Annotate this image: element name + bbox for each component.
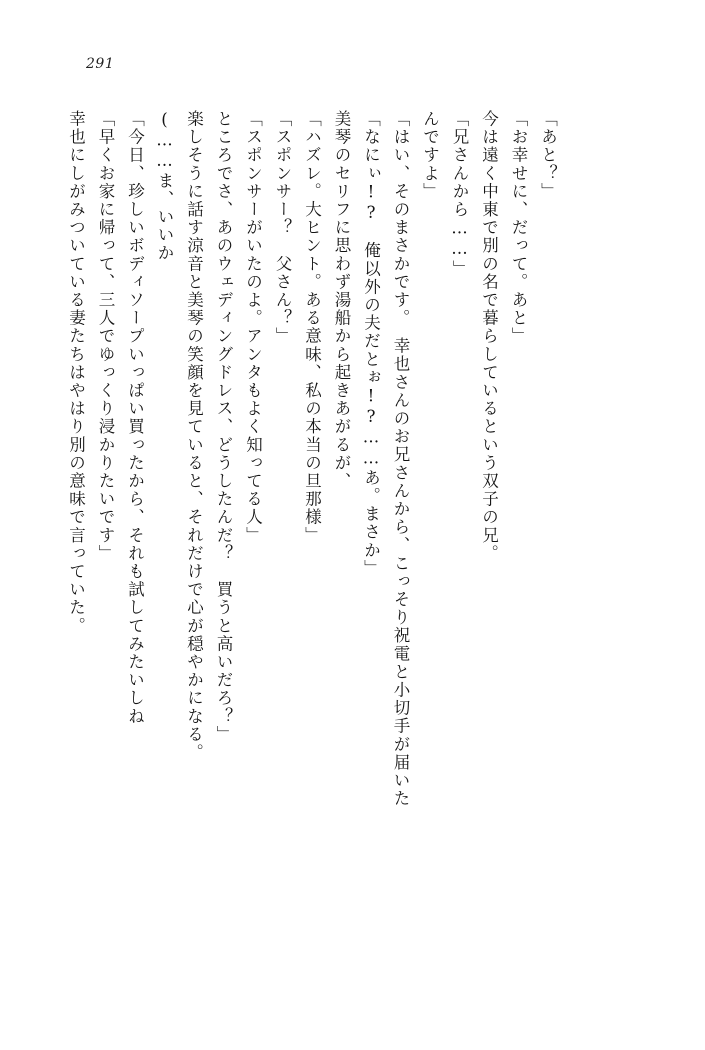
text-line: んですよ」 bbox=[420, 110, 440, 201]
text-line: 美琴のセリフに思わず湯船から起きあがるが、 bbox=[332, 110, 351, 491]
text-line: 「お幸せに、だって。あと」 bbox=[509, 110, 528, 346]
vertical-text-block bbox=[67, 110, 627, 970]
text-line: (……ま、いいか bbox=[155, 110, 174, 263]
text-line: 「スポンサー？ 父さん？」 bbox=[273, 110, 292, 346]
text-line: 「なにぃ!? 俺以外の夫だとぉ!?……あ。まさか」 bbox=[361, 110, 381, 578]
text-line: ところでさ、あのウェディングドレス、どうしたんだ？ 買うと高いだろ？」 bbox=[214, 110, 233, 744]
text-line: 今は遠く中東で別の名で暮らしているという双子の兄。 bbox=[479, 110, 499, 563]
page-number: 291 bbox=[86, 56, 115, 72]
text-line: 「ハズレ。大ヒント。ある意味、私の本当の旦那様」 bbox=[302, 110, 322, 545]
text-line: 「はい、そのまさかです。 幸也さんのお兄さんから、こっそり祝電と小切手が届いた bbox=[391, 110, 410, 808]
text-line: 「あと？」 bbox=[538, 110, 558, 201]
text-line: 楽しそうに話す涼音と美琴の笑顔を見ていると、それだけで心が穏やかになる。 bbox=[184, 110, 204, 762]
text-line: 「スポンサーがいたのよ。アンタもよく知ってる人」 bbox=[243, 110, 263, 545]
text-line: 「今日、珍しいボディソープいっぱい買ったから、それも試してみたいしね bbox=[125, 110, 145, 726]
text-line: 「早くお家に帰って、三人でゆっくり浸かりたいです」 bbox=[96, 110, 115, 563]
text-line: 「兄さんから……」 bbox=[450, 110, 469, 278]
text-line: 幸也にしがみついている妻たちはやはり別の意味で言っていた。 bbox=[66, 110, 86, 635]
